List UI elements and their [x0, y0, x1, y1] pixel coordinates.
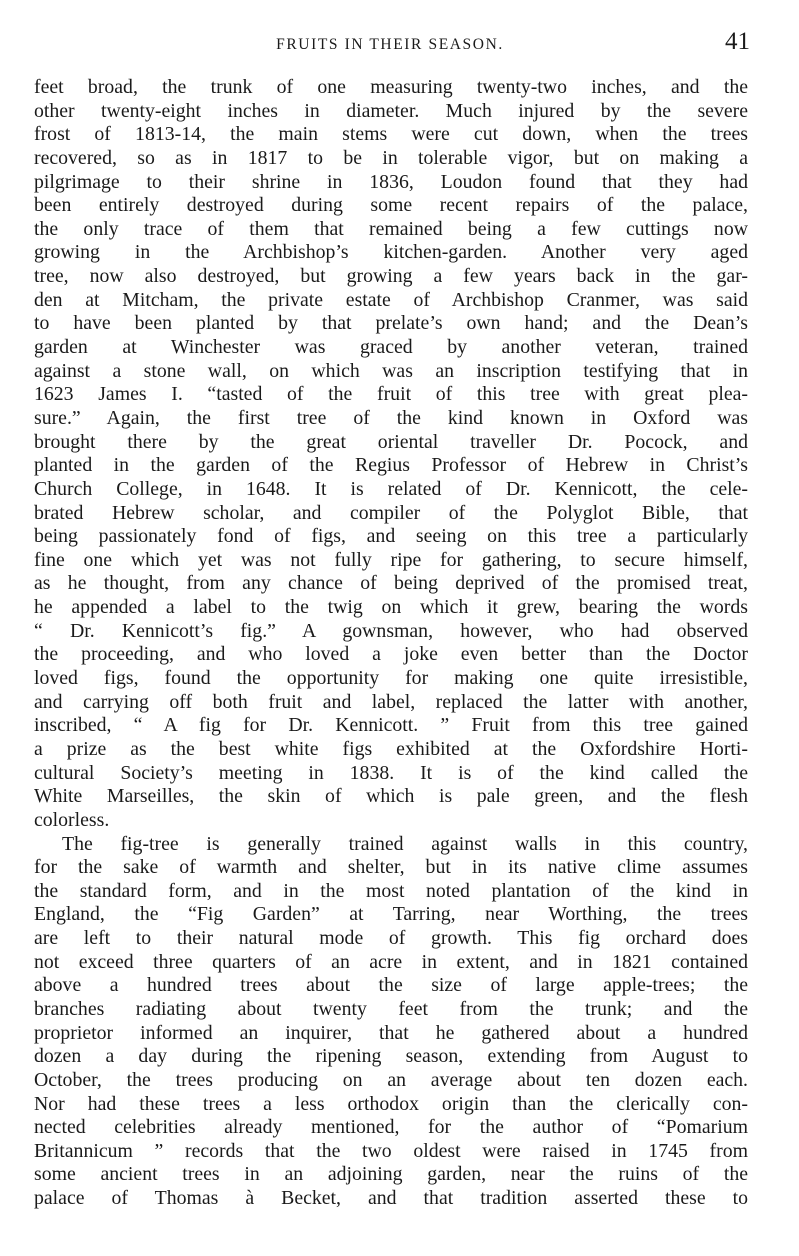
text-line: sure.” Again, the first tree of the kind known in Oxford was [34, 406, 748, 429]
running-head [34, 28, 750, 60]
text-line: palace of Thomas à Becket, and that tradition asserted these to [34, 1187, 748, 1210]
text-line: branches radiating about twenty feet from the trunk; and the [34, 997, 748, 1020]
text-line: 1623 James I. “tasted of the fruit of this tree with great plea- [34, 383, 748, 406]
text-line: den at Mitcham, the private estate of Archbishop Cranmer, was said [34, 288, 748, 311]
text-line: some ancient trees in an adjoining garden, near the ruins of the [34, 1163, 748, 1186]
text-line: feet broad, the trunk of one measuring twenty-two inches, and the [34, 76, 748, 98]
text-line: pilgrimage to their shrine in 1836, Loudon found that they had [34, 170, 748, 193]
running-title: FRUITS IN THEIR SEASON. [276, 36, 504, 53]
text-line: proprietor informed an inquirer, that he gathered about a hundred [34, 1021, 748, 1044]
text-line: for the sake of warmth and shelter, but in its native clime assumes [34, 856, 748, 879]
text-line: “ Dr. Kennicott’s fig.” A gownsman, however, who had observed [34, 619, 748, 642]
text-line: Nor had these trees a less orthodox origin than the clerically con- [34, 1092, 748, 1115]
text-line: cultural Society’s meeting in 1838. It is of the kind called the [34, 761, 748, 784]
text-line: planted in the garden of the Regius Professor of Hebrew in Christ’s [34, 454, 748, 477]
text-line: the standard form, and in the most noted plantation of the kind in [34, 879, 748, 902]
body-text [34, 76, 748, 1211]
text-line: dozen a day during the ripening season, extending from August to [34, 1045, 748, 1068]
text-line: against a stone wall, on which was an inscription testifying that in [34, 359, 748, 382]
text-line: been entirely destroyed during some recent repairs of the palace, [34, 194, 748, 217]
text-line: brought there by the great oriental traveller Dr. Pocock, and [34, 430, 748, 453]
text-line: as he thought, from any chance of being deprived of the promised treat, [34, 572, 748, 595]
text-line: October, the trees producing on an average about ten dozen each. [34, 1068, 748, 1091]
text-line: The fig-tree is generally trained against walls in this country, [62, 832, 748, 855]
text-line: England, the “Fig Garden” at Tarring, near Worthing, the trees [34, 903, 748, 926]
text-line: colorless. [34, 808, 110, 831]
text-line: frost of 1813-14, the main stems were cut down, when the trees [34, 123, 748, 146]
text-line: to have been planted by that prelate’s own hand; and the Dean’s [34, 312, 748, 335]
text-line: nected celebrities already mentioned, for the author of “Pomarium [34, 1116, 748, 1139]
text-line: the only trace of them that remained being a few cuttings now [34, 217, 748, 240]
text-line: tree, now also destroyed, but growing a few years back in the gar- [34, 265, 748, 288]
page-number: 41 [725, 28, 750, 55]
text-line: are left to their natural mode of growth. This fig orchard does [34, 927, 748, 950]
text-line: White Marseilles, the skin of which is pale green, and the flesh [34, 785, 748, 808]
text-line: growing in the Archbishop’s kitchen-garden. Another very aged [34, 241, 748, 264]
text-line: being passionately fond of figs, and seeing on this tree a particularly [34, 525, 748, 548]
text-line: he appended a label to the twig on which it grew, bearing the words [34, 596, 748, 619]
text-line: recovered, so as in 1817 to be in tolerable vigor, but on making a [34, 146, 748, 169]
text-line: brated Hebrew scholar, and compiler of the Polyglot Bible, that [34, 501, 748, 524]
text-line: loved figs, found the opportunity for making one quite irresistible, [34, 667, 748, 690]
text-line: a prize as the best white figs exhibited at the Oxfordshire Horti- [34, 737, 748, 760]
text-line: not exceed three quarters of an acre in extent, and in 1821 contained [34, 950, 748, 973]
text-line: above a hundred trees about the size of large apple-trees; the [34, 974, 748, 997]
text-line: and carrying off both fruit and label, replaced the latter with another, [34, 690, 748, 713]
text-line: the proceeding, and who loved a joke even better than the Doctor [34, 643, 748, 666]
text-line: fine one which yet was not fully ripe for gathering, to secure himself, [34, 548, 748, 571]
text-line: Church College, in 1648. It is related of Dr. Kennicott, the cele- [34, 477, 748, 500]
text-line: Britannicum ” records that the two oldest were raised in 1745 from [34, 1139, 748, 1162]
text-line: inscribed, “ A fig for Dr. Kennicott. ” Fruit from this tree gained [34, 714, 748, 737]
text-line: garden at Winchester was graced by another veteran, trained [34, 336, 748, 359]
text-line: other twenty-eight inches in diameter. Much injured by the severe [34, 99, 748, 122]
